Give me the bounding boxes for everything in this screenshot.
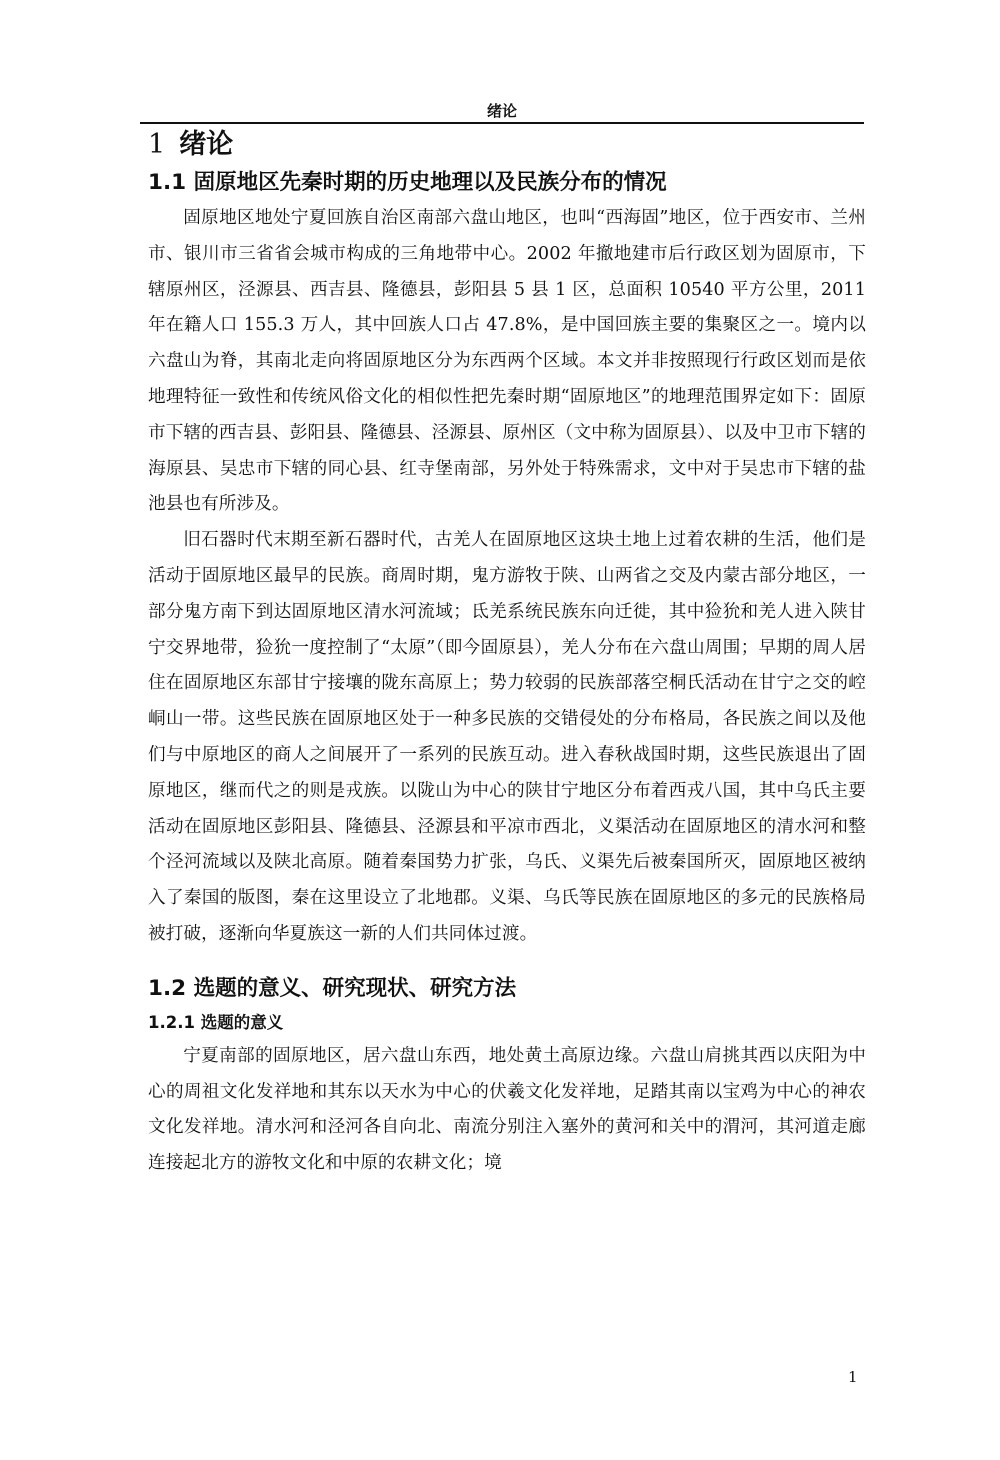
page-content bbox=[148, 125, 866, 1182]
paragraph: 旧石器时代末期至新石器时代，古羌人在固原地区这块土地上过着农耕的生活，他们是活动于固原地区最早的民族。商周时期，鬼方游牧于陕、山两省之交及内蒙古部分地区，一部分鬼方南下到达固原地区清水河流域；氐羌系统民族东向迁徙，其中猃狁和羌人进入陕甘宁交界地带，猃狁一度控制了“太原”（即今固原县），羌人分布在六盘山周围；早期的周人居住在固原地区东部甘宁接壤的陇东高原上；势力较弱的民族部落空桐氏活动在甘宁之交的崆峒山一带。这些民族在固原地区处于一种多民族的交错侵处的分布格局，各民族之间以及他们与中原地区的商人之间展开了一系列的民族互动。进入春秋战国时期，这些民族退出了固原地区，继而代之的则是戎族。以陇山为中心的陕甘宁地区分布着西戎八国，其中乌氏主要活动在固原地区彭阳县、隆德县、泾源县和平凉市西北，义渠活动在固原地区的清水河和整个泾河流域以及陕北高原。随着秦国势力扩张，乌氏、义渠先后被秦国所灭，固原地区被纳入了秦国的版图，秦在这里设立了北地郡。义渠、乌氏等民族在固原地区的多元的民族格局被打破，逐渐向华夏族这一新的人们共同体过渡。 bbox=[148, 530, 866, 944]
page-number: 1 bbox=[848, 1368, 858, 1386]
section-heading-1-1: 1.1 固原地区先秦时期的历史地理以及民族分布的情况 bbox=[148, 170, 667, 195]
section-gap bbox=[148, 953, 866, 971]
header-rule bbox=[140, 122, 864, 124]
chapter-title: 绪论 bbox=[179, 129, 234, 160]
paragraph: 固原地区地处宁夏回族自治区南部六盘山地区，也叫“西海固”地区，位于西安市、兰州市、银川市三省省会城市构成的三角地带中心。2002 年撤地建市后行政区划为固原市，下辖原州区，泾源县、西吉县、隆德县，彭阳县 5 县 1 区，总面积 10540 平方公里，2011 年在籍人口 155.3 万人，其中回族人口占 47.8%，是中国回族主要的集聚区之一。境内以六盘山为脊，其南北走向将固原地区分为东西两个区域。本文并非按照现行行政区划而是依地理特征一致性和传统风俗文化的相似性把先秦时期“固原地区”的地理范围界定如下：固原市下辖的西吉县、彭阳县、隆德县、泾源县、原州区（文中称为固原县）、以及中卫市下辖的海原县、吴忠市下辖的同心县、红寺堡南部，另外处于特殊需求，文中对于吴忠市下辖的盐池县也有所涉及。 bbox=[148, 208, 866, 515]
running-header: 绪论 bbox=[486, 102, 517, 120]
chapter-number: 1 bbox=[148, 129, 166, 160]
chapter-heading bbox=[148, 125, 866, 165]
subsection-heading-1-2-1: 1.2.1 选题的意义 bbox=[148, 1012, 284, 1032]
section-heading-1-2: 1.2 选题的意义、研究现状、研究方法 bbox=[148, 975, 517, 1001]
paragraph: 宁夏南部的固原地区，居六盘山东西，地处黄土高原边缘。六盘山肩挑其西以庆阳为中心的周祖文化发祥地和其东以天水为中心的伏羲文化发祥地，足踏其南以宝鸡为中心的神农文化发祥地。清水河和泾河各自向北、南流分别注入塞外的黄河和关中的渭河，其河道走廊连接起北方的游牧文化和中原的农耕文化；境 bbox=[148, 1045, 866, 1174]
